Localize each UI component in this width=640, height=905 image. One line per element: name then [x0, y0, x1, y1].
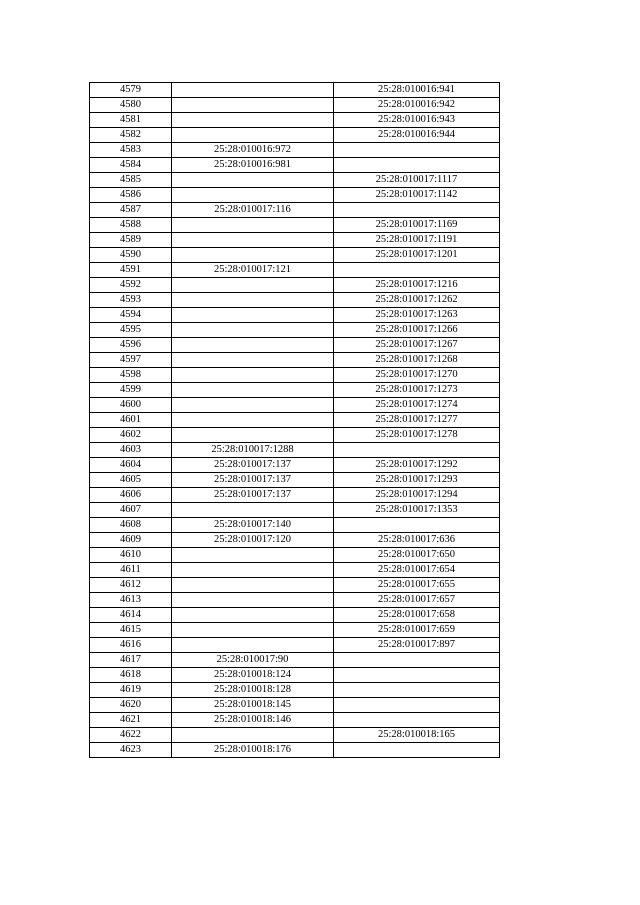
- row-number-cell: 4615: [90, 623, 172, 638]
- row-number-cell: 4581: [90, 113, 172, 128]
- table-row: [90, 578, 500, 593]
- cadastral-number-cell-a: 25:28:010018:128: [172, 683, 334, 698]
- table-row: [90, 338, 500, 353]
- row-number-cell: 4584: [90, 158, 172, 173]
- cadastral-number-cell-a: [172, 593, 334, 608]
- table-row: [90, 128, 500, 143]
- table-row: [90, 458, 500, 473]
- cadastral-number-cell-b: 25:28:010017:1293: [334, 473, 500, 488]
- table-row: [90, 278, 500, 293]
- table-row: [90, 368, 500, 383]
- cadastral-number-cell-b: 25:28:010017:650: [334, 548, 500, 563]
- row-number-cell: 4598: [90, 368, 172, 383]
- table-row: [90, 83, 500, 98]
- table-row: [90, 698, 500, 713]
- cadastral-number-cell-b: 25:28:010017:1268: [334, 353, 500, 368]
- cadastral-number-cell-b: 25:28:010018:165: [334, 728, 500, 743]
- cadastral-number-cell-a: 25:28:010017:1288: [172, 443, 334, 458]
- table-row: [90, 233, 500, 248]
- cadastral-number-cell-b: 25:28:010017:659: [334, 623, 500, 638]
- cadastral-number-cell-a: [172, 728, 334, 743]
- cadastral-number-cell-b: 25:28:010017:1169: [334, 218, 500, 233]
- cadastral-number-cell-b: [334, 668, 500, 683]
- cadastral-number-cell-a: [172, 398, 334, 413]
- table-row: [90, 743, 500, 758]
- cadastral-number-cell-b: 25:28:010017:655: [334, 578, 500, 593]
- cadastral-number-cell-a: 25:28:010016:972: [172, 143, 334, 158]
- cadastral-number-cell-b: 25:28:010017:658: [334, 608, 500, 623]
- cadastral-number-cell-a: 25:28:010018:146: [172, 713, 334, 728]
- cadastral-number-cell-a: 25:28:010017:120: [172, 533, 334, 548]
- table-row: [90, 443, 500, 458]
- cadastral-number-cell-a: [172, 218, 334, 233]
- row-number-cell: 4599: [90, 383, 172, 398]
- cadastral-number-cell-b: 25:28:010017:1273: [334, 383, 500, 398]
- cadastral-number-cell-a: 25:28:010017:140: [172, 518, 334, 533]
- cadastral-number-cell-b: [334, 203, 500, 218]
- table-row: [90, 593, 500, 608]
- cadastral-number-cell-b: 25:28:010017:1267: [334, 338, 500, 353]
- cadastral-number-cell-a: [172, 128, 334, 143]
- row-number-cell: 4604: [90, 458, 172, 473]
- row-number-cell: 4620: [90, 698, 172, 713]
- cadastral-number-cell-b: 25:28:010017:1270: [334, 368, 500, 383]
- row-number-cell: 4618: [90, 668, 172, 683]
- table-row: [90, 398, 500, 413]
- cadastral-number-cell-a: 25:28:010017:90: [172, 653, 334, 668]
- cadastral-number-cell-a: [172, 188, 334, 203]
- row-number-cell: 4617: [90, 653, 172, 668]
- row-number-cell: 4622: [90, 728, 172, 743]
- table-row: [90, 668, 500, 683]
- row-number-cell: 4602: [90, 428, 172, 443]
- cadastral-number-cell-b: [334, 713, 500, 728]
- cadastral-number-cell-a: [172, 638, 334, 653]
- row-number-cell: 4597: [90, 353, 172, 368]
- table-row: [90, 218, 500, 233]
- cadastral-number-cell-a: [172, 248, 334, 263]
- cadastral-number-cell-b: 25:28:010017:1353: [334, 503, 500, 518]
- cadastral-table: [89, 82, 500, 758]
- row-number-cell: 4619: [90, 683, 172, 698]
- cadastral-number-cell-a: [172, 428, 334, 443]
- cadastral-number-cell-b: 25:28:010017:1262: [334, 293, 500, 308]
- cadastral-number-cell-a: [172, 413, 334, 428]
- cadastral-number-cell-b: [334, 653, 500, 668]
- cadastral-number-cell-a: [172, 293, 334, 308]
- cadastral-number-cell-a: [172, 98, 334, 113]
- cadastral-number-cell-b: [334, 698, 500, 713]
- table-row: [90, 173, 500, 188]
- table-row: [90, 308, 500, 323]
- cadastral-number-cell-a: [172, 338, 334, 353]
- table-row: [90, 548, 500, 563]
- cadastral-number-cell-a: [172, 113, 334, 128]
- row-number-cell: 4611: [90, 563, 172, 578]
- table-row: [90, 428, 500, 443]
- table-row: [90, 143, 500, 158]
- table-body: [90, 83, 500, 758]
- row-number-cell: 4583: [90, 143, 172, 158]
- cadastral-number-cell-a: [172, 353, 334, 368]
- row-number-cell: 4614: [90, 608, 172, 623]
- row-number-cell: 4593: [90, 293, 172, 308]
- row-number-cell: 4585: [90, 173, 172, 188]
- cadastral-number-cell-a: 25:28:010016:981: [172, 158, 334, 173]
- row-number-cell: 4613: [90, 593, 172, 608]
- cadastral-number-cell-b: [334, 443, 500, 458]
- cadastral-number-cell-b: 25:28:010016:941: [334, 83, 500, 98]
- table-row: [90, 653, 500, 668]
- cadastral-number-cell-b: 25:28:010017:1263: [334, 308, 500, 323]
- table-row: [90, 263, 500, 278]
- cadastral-number-cell-b: 25:28:010017:1277: [334, 413, 500, 428]
- cadastral-number-cell-b: 25:28:010017:1266: [334, 323, 500, 338]
- cadastral-number-cell-b: 25:28:010017:1292: [334, 458, 500, 473]
- cadastral-number-cell-a: [172, 278, 334, 293]
- row-number-cell: 4621: [90, 713, 172, 728]
- table-row: [90, 98, 500, 113]
- table-row: [90, 113, 500, 128]
- table-row: [90, 728, 500, 743]
- table-row: [90, 383, 500, 398]
- row-number-cell: 4608: [90, 518, 172, 533]
- cadastral-number-cell-b: [334, 683, 500, 698]
- row-number-cell: 4607: [90, 503, 172, 518]
- row-number-cell: 4612: [90, 578, 172, 593]
- table-row: [90, 533, 500, 548]
- table-row: [90, 503, 500, 518]
- cadastral-number-cell-b: 25:28:010017:1278: [334, 428, 500, 443]
- cadastral-number-cell-b: 25:28:010017:1294: [334, 488, 500, 503]
- table-row: [90, 413, 500, 428]
- row-number-cell: 4603: [90, 443, 172, 458]
- cadastral-number-cell-b: 25:28:010016:944: [334, 128, 500, 143]
- table-row: [90, 293, 500, 308]
- cadastral-number-cell-a: 25:28:010018:145: [172, 698, 334, 713]
- row-number-cell: 4596: [90, 338, 172, 353]
- table-row: [90, 158, 500, 173]
- table-row: [90, 248, 500, 263]
- cadastral-number-cell-b: [334, 743, 500, 758]
- cadastral-number-cell-a: [172, 233, 334, 248]
- table-row: [90, 188, 500, 203]
- row-number-cell: 4592: [90, 278, 172, 293]
- cadastral-number-cell-b: [334, 143, 500, 158]
- cadastral-number-cell-a: 25:28:010017:137: [172, 458, 334, 473]
- cadastral-number-cell-a: 25:28:010017:137: [172, 473, 334, 488]
- cadastral-number-cell-a: [172, 503, 334, 518]
- row-number-cell: 4609: [90, 533, 172, 548]
- row-number-cell: 4579: [90, 83, 172, 98]
- cadastral-number-cell-b: [334, 518, 500, 533]
- row-number-cell: 4623: [90, 743, 172, 758]
- table-row: [90, 518, 500, 533]
- cadastral-number-cell-a: 25:28:010017:116: [172, 203, 334, 218]
- cadastral-number-cell-a: [172, 368, 334, 383]
- cadastral-number-cell-b: [334, 158, 500, 173]
- row-number-cell: 4590: [90, 248, 172, 263]
- row-number-cell: 4588: [90, 218, 172, 233]
- cadastral-number-cell-b: 25:28:010017:657: [334, 593, 500, 608]
- cadastral-number-cell-b: 25:28:010016:943: [334, 113, 500, 128]
- cadastral-number-cell-a: 25:28:010018:124: [172, 668, 334, 683]
- cadastral-number-cell-a: [172, 383, 334, 398]
- cadastral-number-cell-a: [172, 83, 334, 98]
- row-number-cell: 4580: [90, 98, 172, 113]
- cadastral-number-cell-b: 25:28:010017:897: [334, 638, 500, 653]
- row-number-cell: 4606: [90, 488, 172, 503]
- cadastral-number-cell-a: 25:28:010018:176: [172, 743, 334, 758]
- cadastral-number-cell-a: [172, 608, 334, 623]
- cadastral-number-cell-a: [172, 578, 334, 593]
- table-row: [90, 683, 500, 698]
- cadastral-number-cell-b: 25:28:010017:1201: [334, 248, 500, 263]
- cadastral-number-cell-b: [334, 263, 500, 278]
- cadastral-number-cell-b: 25:28:010016:942: [334, 98, 500, 113]
- table-row: [90, 353, 500, 368]
- cadastral-number-cell-b: 25:28:010017:1216: [334, 278, 500, 293]
- row-number-cell: 4610: [90, 548, 172, 563]
- cadastral-number-cell-a: 25:28:010017:137: [172, 488, 334, 503]
- cadastral-number-cell-a: 25:28:010017:121: [172, 263, 334, 278]
- row-number-cell: 4589: [90, 233, 172, 248]
- row-number-cell: 4587: [90, 203, 172, 218]
- table-row: [90, 623, 500, 638]
- cadastral-number-cell-b: 25:28:010017:654: [334, 563, 500, 578]
- table-row: [90, 473, 500, 488]
- cadastral-number-cell-b: 25:28:010017:1274: [334, 398, 500, 413]
- row-number-cell: 4591: [90, 263, 172, 278]
- cadastral-number-cell-b: 25:28:010017:1191: [334, 233, 500, 248]
- table-row: [90, 638, 500, 653]
- cadastral-number-cell-b: 25:28:010017:1117: [334, 173, 500, 188]
- row-number-cell: 4594: [90, 308, 172, 323]
- row-number-cell: 4586: [90, 188, 172, 203]
- table-row: [90, 488, 500, 503]
- row-number-cell: 4605: [90, 473, 172, 488]
- table-row: [90, 713, 500, 728]
- cadastral-number-cell-a: [172, 173, 334, 188]
- row-number-cell: 4601: [90, 413, 172, 428]
- cadastral-number-cell-b: 25:28:010017:1142: [334, 188, 500, 203]
- cadastral-number-cell-a: [172, 563, 334, 578]
- cadastral-number-cell-b: 25:28:010017:636: [334, 533, 500, 548]
- row-number-cell: 4616: [90, 638, 172, 653]
- cadastral-number-cell-a: [172, 548, 334, 563]
- table-row: [90, 608, 500, 623]
- cadastral-number-cell-a: [172, 308, 334, 323]
- table-row: [90, 563, 500, 578]
- row-number-cell: 4595: [90, 323, 172, 338]
- row-number-cell: 4600: [90, 398, 172, 413]
- cadastral-number-cell-a: [172, 323, 334, 338]
- cadastral-number-cell-a: [172, 623, 334, 638]
- table-row: [90, 323, 500, 338]
- row-number-cell: 4582: [90, 128, 172, 143]
- table-row: [90, 203, 500, 218]
